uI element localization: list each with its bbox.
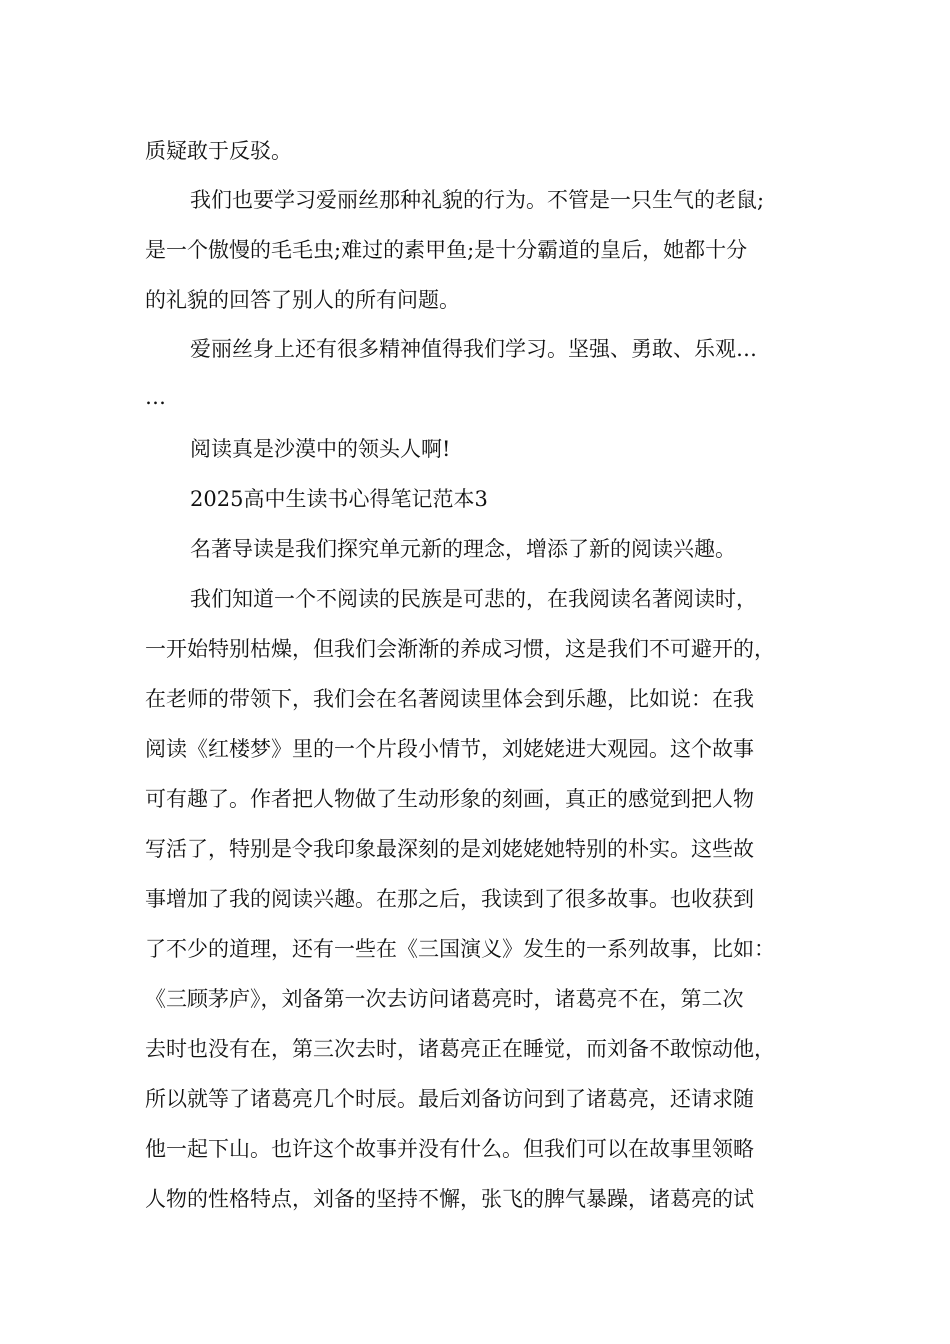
text-line: 一开始特别枯燥，但我们会渐渐的养成习惯，这是我们不可避开的， (145, 637, 775, 661)
text-line: 名著导读是我们探究单元新的理念，增添了新的阅读兴趣。 (190, 537, 736, 561)
text-line: 质疑敢于反驳。 (145, 139, 292, 163)
text-line: 他一起下山。也许这个故事并没有什么。但我们可以在故事里领略 (145, 1137, 754, 1161)
text-line: 可有趣了。作者把人物做了生动形象的刻画，真正的感觉到把人物 (145, 787, 754, 811)
text-line: 我们知道一个不阅读的民族是可悲的，在我阅读名著阅读时， (190, 587, 757, 611)
text-line: 阅读真是沙漠中的领头人啊! (190, 437, 451, 461)
text-line: 去时也没有在，第三次去时，诸葛亮正在睡觉，而刘备不敢惊动他， (145, 1037, 775, 1061)
text-line: 了不少的道理，还有一些在《三国演义》发生的一系列故事，比如： (145, 937, 775, 961)
text-line: 在老师的带领下，我们会在名著阅读里体会到乐趣，比如说：在我 (145, 687, 754, 711)
text-line: 爱丽丝身上还有很多精神值得我们学习。坚强、勇敢、乐观… (190, 337, 757, 361)
text-line: … (145, 385, 166, 409)
text-line: 阅读《红楼梦》里的一个片段小情节，刘姥姥进大观园。这个故事 (145, 737, 754, 761)
text-line: 是一个傲慢的毛毛虫;难过的素甲鱼;是十分霸道的皇后，她都十分 (145, 238, 748, 262)
text-line: 《三顾茅庐》，刘备第一次去访问诸葛亮时，诸葛亮不在，第二次 (145, 987, 744, 1011)
text-line: 事增加了我的阅读兴趣。在那之后，我读到了很多故事。也收获到 (145, 887, 754, 911)
section-heading: 2025高中生读书心得笔记范本3 (190, 487, 488, 511)
text-line: 人物的性格特点，刘备的坚持不懈，张飞的脾气暴躁，诸葛亮的试 (145, 1187, 754, 1211)
text-line: 写活了，特别是令我印象最深刻的是刘姥姥她特别的朴实。这些故 (145, 837, 754, 861)
text-line: 所以就等了诸葛亮几个时辰。最后刘备访问到了诸葛亮，还请求随 (145, 1087, 754, 1111)
text-line: 我们也要学习爱丽丝那种礼貌的行为。不管是一只生气的老鼠; (190, 188, 765, 212)
text-line: 的礼貌的回答了别人的所有问题。 (145, 288, 460, 312)
